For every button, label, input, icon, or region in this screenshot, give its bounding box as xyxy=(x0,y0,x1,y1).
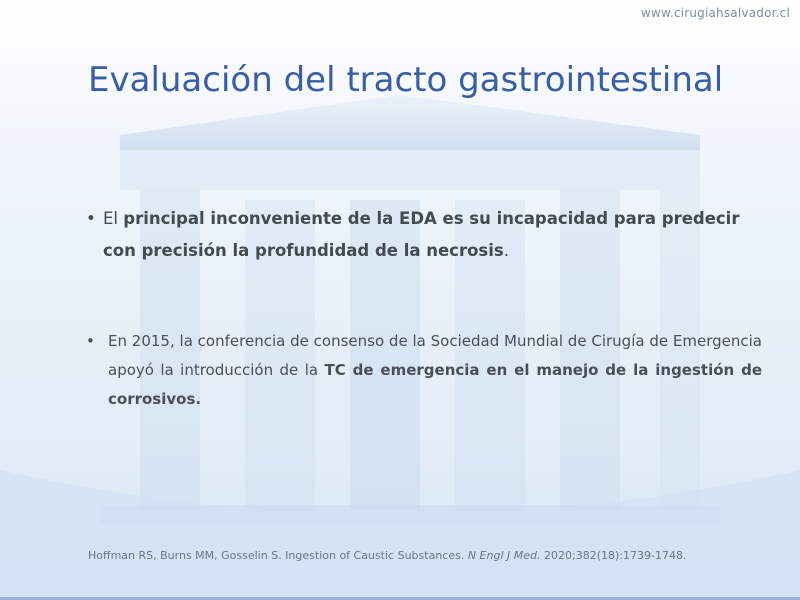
bullet-point-2 xyxy=(86,327,762,414)
reference-citation xyxy=(88,549,686,562)
bullet-1-line-1 xyxy=(86,203,746,235)
website-url: www.cirugiahsalvador.cl xyxy=(640,6,790,20)
bullet-icon: • xyxy=(86,209,96,228)
bullet-point-1 xyxy=(86,203,746,267)
bullet-1-bold-b: con precisión la profundidad de la necrosis xyxy=(103,241,504,260)
bullet-2-bold: TC de emergencia en el manejo de la ingestión de corrosivos. xyxy=(108,361,762,408)
bullet-2-text xyxy=(86,327,762,414)
bullet-1-line-2 xyxy=(86,235,746,267)
bullet-1-lead: El xyxy=(103,209,124,228)
bullet-1-bold-a: principal inconveniente de la EDA es su incapacidad para predecir xyxy=(123,209,740,228)
bullet-icon: • xyxy=(86,332,95,350)
bullet-1-tail: . xyxy=(503,241,509,260)
reference-details: 2020;382(18):1739-1748. xyxy=(540,549,687,562)
reference-authors: Hoffman RS, Burns MM, Gosselin S. Ingestion of Caustic Substances. xyxy=(88,549,468,562)
reference-journal: N Engl J Med. xyxy=(467,549,541,562)
bullet-2-regular: En 2015, la conferencia de consenso de la Sociedad Mundial de Cirugía de Emergencia apoyó la introducción de la xyxy=(108,332,762,379)
slide-title: Evaluación del tracto gastrointestinal xyxy=(88,60,724,100)
